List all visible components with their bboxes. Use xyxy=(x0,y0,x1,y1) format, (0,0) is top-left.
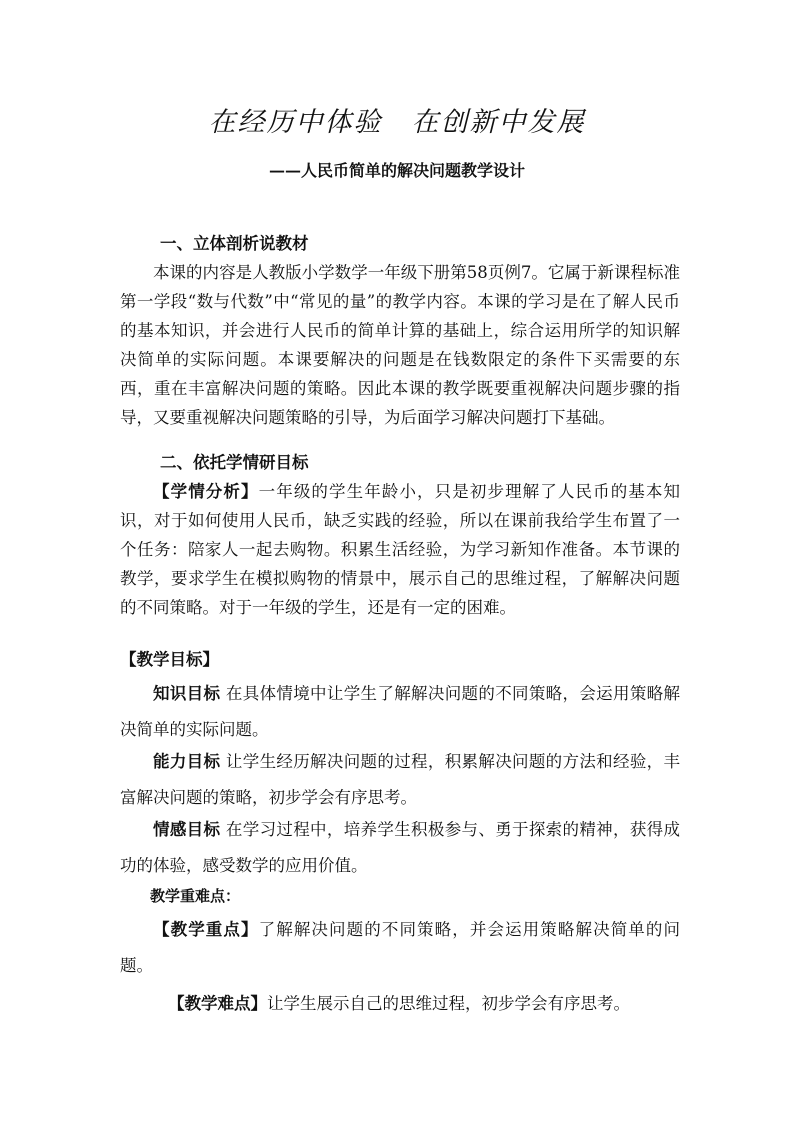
learning-analysis-label: 【学情分析】 xyxy=(153,482,259,501)
section2-heading: 二、依托学情研目标 xyxy=(160,453,309,472)
emotion-goal-label: 情感目标 xyxy=(153,820,221,839)
teaching-goals-label: 【教学目标】 xyxy=(120,650,219,669)
emotion-goal-paragraph xyxy=(120,812,680,884)
teaching-difficulty-paragraph xyxy=(168,986,688,1022)
knowledge-goal-paragraph xyxy=(120,676,680,748)
emotion-goal-text: 在学习过程中，培养学生积极参与、勇于探索的精神，获得成功的体验，感受数学的应用价值。 xyxy=(120,820,681,875)
teaching-focus-label: 【教学重点】 xyxy=(153,920,259,939)
section1-heading: 一、立体剖析说教材 xyxy=(160,234,309,253)
ability-goal-paragraph xyxy=(120,744,680,816)
section1-paragraph: 本课的内容是人教版小学数学一年级下册第58页例7。它属于新课程标准第一学段“数与代数”中“常见的量”的教学内容。本课的学习是在了解人民币的基本知识，并会进行人民币的简单计算的基础上，综合运用所学的知识解决简单的实际问题。本课要解决的问题是在钱数限定的条件下买需要的东西，重在丰富解决问题的策略。因此本课的教学既要重视解决问题步骤的指导，又要重视解决问题策略的引导，为后面学习解决问题打下基础。 xyxy=(120,263,680,427)
document-subtitle: ——人民币简单的解决问题教学设计 xyxy=(268,161,525,180)
ability-goal-label: 能力目标 xyxy=(153,752,221,771)
teaching-focus-text: 了解解决问题的不同策略，并会运用策略解决简单的问题。 xyxy=(120,920,681,975)
knowledge-goal-text: 在具体情境中让学生了解解决问题的不同策略，会运用策略解决简单的实际问题。 xyxy=(120,684,681,739)
teaching-difficulty-label: 【教学难点】 xyxy=(168,994,267,1013)
document-title: 在经历中体验 在创新中发展 xyxy=(208,107,586,138)
ability-goal-text: 让学生经历解决问题的过程，积累解决问题的方法和经验，丰富解决问题的策略，初步学会有序思考。 xyxy=(120,752,681,807)
teaching-focus-paragraph xyxy=(120,912,680,984)
learning-analysis-text: 一年级的学生年龄小，只是初步理解了人民币的基本知识，对于如何使用人民币，缺乏实践的经验，所以在课前我给学生布置了一个任务：陪家人一起去购物。积累生活经验，为学习新知作准备。本节课的教学，要求学生在模拟购物的情景中，展示自己的思维过程，了解解决问题的不同策略。对于一年级的学生，还是有一定的困难。 xyxy=(120,482,681,617)
knowledge-goal-label: 知识目标 xyxy=(153,684,221,703)
key-points-heading: 教学重难点： xyxy=(150,887,241,905)
learning-analysis-paragraph xyxy=(120,477,680,622)
teaching-difficulty-text: 让学生展示自己的思维过程，初步学会有序思考。 xyxy=(267,994,630,1013)
